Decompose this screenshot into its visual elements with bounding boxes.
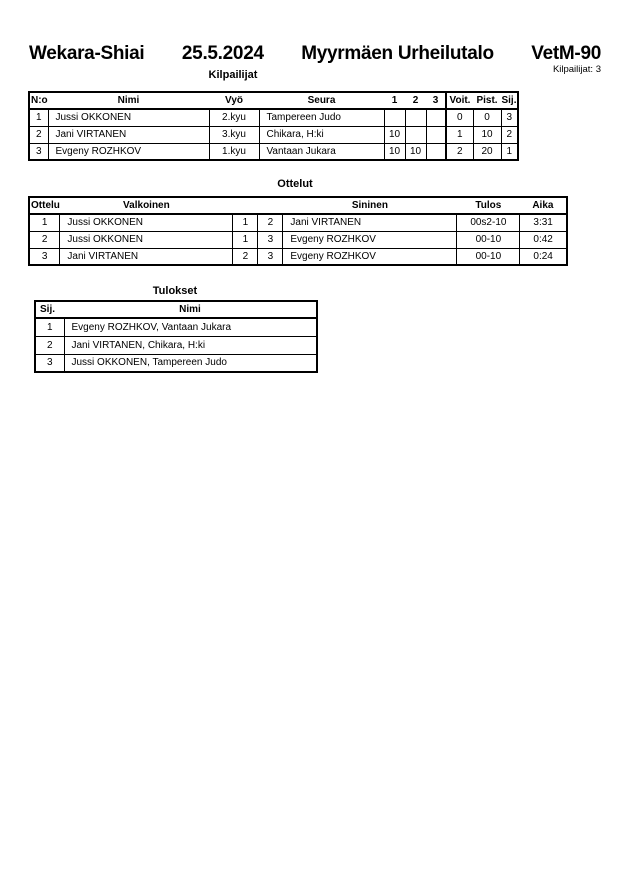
col-header-white: Valkoinen (60, 197, 233, 214)
match-time: 0:24 (520, 248, 567, 265)
col-header-no: N:o (29, 92, 48, 109)
result-row (35, 336, 317, 354)
result-name: Evgeny ROZHKOV, Vantaan Jukara (64, 318, 317, 336)
results-header-row (35, 301, 317, 318)
result-place: 3 (35, 354, 64, 372)
event-name: Wekara-Shiai (29, 43, 145, 64)
col-header-belt: Vyö (209, 92, 259, 109)
competitor-no: 2 (29, 126, 48, 143)
col-header-points: Pist. (473, 92, 501, 109)
match-result: 00-10 (457, 231, 520, 248)
round2-score: 10 (405, 143, 426, 160)
match-row (29, 214, 567, 231)
match-result: 00s2-10 (457, 214, 520, 231)
col-header-blue: Sininen (283, 197, 457, 214)
competitor-row (29, 143, 518, 160)
competitor-place: 1 (501, 143, 518, 160)
competitors-table (28, 91, 519, 161)
col-header-name: Nimi (64, 301, 317, 318)
col-header-name: Nimi (48, 92, 209, 109)
result-row (35, 318, 317, 336)
blue-name: Evgeny ROZHKOV (283, 231, 457, 248)
competitor-row (29, 126, 518, 143)
competitor-belt: 1.kyu (209, 143, 259, 160)
round1-score: 10 (384, 143, 405, 160)
competitor-name: Jani VIRTANEN (48, 126, 209, 143)
competitor-wins: 2 (446, 143, 473, 160)
competitor-name: Jussi OKKONEN (48, 109, 209, 126)
competitors-section-title: Kilpailijat (208, 69, 258, 81)
competitor-points: 20 (473, 143, 501, 160)
round1-score: 10 (384, 126, 405, 143)
match-row (29, 248, 567, 265)
round2-score (405, 126, 426, 143)
col-header-club: Seura (259, 92, 384, 109)
col-header-white-no (233, 197, 258, 214)
competitor-no: 3 (29, 143, 48, 160)
round3-score (426, 126, 446, 143)
results-table (34, 300, 318, 373)
competitor-belt: 2.kyu (209, 109, 259, 126)
white-name: Jussi OKKONEN (60, 231, 233, 248)
col-header-time: Aika (520, 197, 567, 214)
blue-competitor-no: 3 (258, 248, 283, 265)
col-header-blue-no (258, 197, 283, 214)
matches-section-title: Ottelut (277, 178, 313, 190)
result-name: Jussi OKKONEN, Tampereen Judo (64, 354, 317, 372)
white-name: Jussi OKKONEN (60, 214, 233, 231)
competitor-club: Vantaan Jukara (259, 143, 384, 160)
match-time: 0:42 (520, 231, 567, 248)
white-competitor-no: 2 (233, 248, 258, 265)
result-name: Jani VIRTANEN, Chikara, H:ki (64, 336, 317, 354)
competitor-club: Tampereen Judo (259, 109, 384, 126)
round3-score (426, 109, 446, 126)
match-result: 00-10 (457, 248, 520, 265)
event-date: 25.5.2024 (181, 43, 264, 64)
match-no: 3 (29, 248, 60, 265)
result-row (35, 354, 317, 372)
white-competitor-no: 1 (233, 231, 258, 248)
competitor-place: 3 (501, 109, 518, 126)
event-venue: Myyrmäen Urheilutalo (301, 43, 494, 64)
competitor-wins: 0 (446, 109, 473, 126)
results-section-title: Tulokset (152, 285, 198, 297)
col-header-match: Ottelu (29, 197, 60, 214)
result-place: 2 (35, 336, 64, 354)
competitor-place: 2 (501, 126, 518, 143)
competitor-points: 10 (473, 126, 501, 143)
matches-table (28, 196, 568, 266)
white-name: Jani VIRTANEN (60, 248, 233, 265)
col-header-place: Sij. (35, 301, 64, 318)
match-no: 2 (29, 231, 60, 248)
match-no: 1 (29, 214, 60, 231)
competitor-points: 0 (473, 109, 501, 126)
competitors-header-row (29, 92, 518, 109)
competitor-row (29, 109, 518, 126)
blue-name: Jani VIRTANEN (283, 214, 457, 231)
matches-header-row (29, 197, 567, 214)
competitor-no: 1 (29, 109, 48, 126)
weight-category: VetM-90 (531, 43, 601, 64)
competitor-belt: 3.kyu (209, 126, 259, 143)
col-header-wins: Voit. (446, 92, 473, 109)
blue-competitor-no: 3 (258, 231, 283, 248)
col-header-round3: 3 (426, 92, 446, 109)
white-competitor-no: 1 (233, 214, 258, 231)
competitor-wins: 1 (446, 126, 473, 143)
result-place: 1 (35, 318, 64, 336)
competitors-count: Kilpailijat: 3 (552, 64, 601, 75)
col-header-place: Sij. (501, 92, 518, 109)
competitor-name: Evgeny ROZHKOV (48, 143, 209, 160)
blue-competitor-no: 2 (258, 214, 283, 231)
competitor-club: Chikara, H:ki (259, 126, 384, 143)
match-time: 3:31 (520, 214, 567, 231)
col-header-result: Tulos (457, 197, 520, 214)
col-header-round2: 2 (405, 92, 426, 109)
round2-score (405, 109, 426, 126)
page-title (29, 43, 601, 65)
round1-score (384, 109, 405, 126)
match-row (29, 231, 567, 248)
blue-name: Evgeny ROZHKOV (283, 248, 457, 265)
round3-score (426, 143, 446, 160)
col-header-round1: 1 (384, 92, 405, 109)
